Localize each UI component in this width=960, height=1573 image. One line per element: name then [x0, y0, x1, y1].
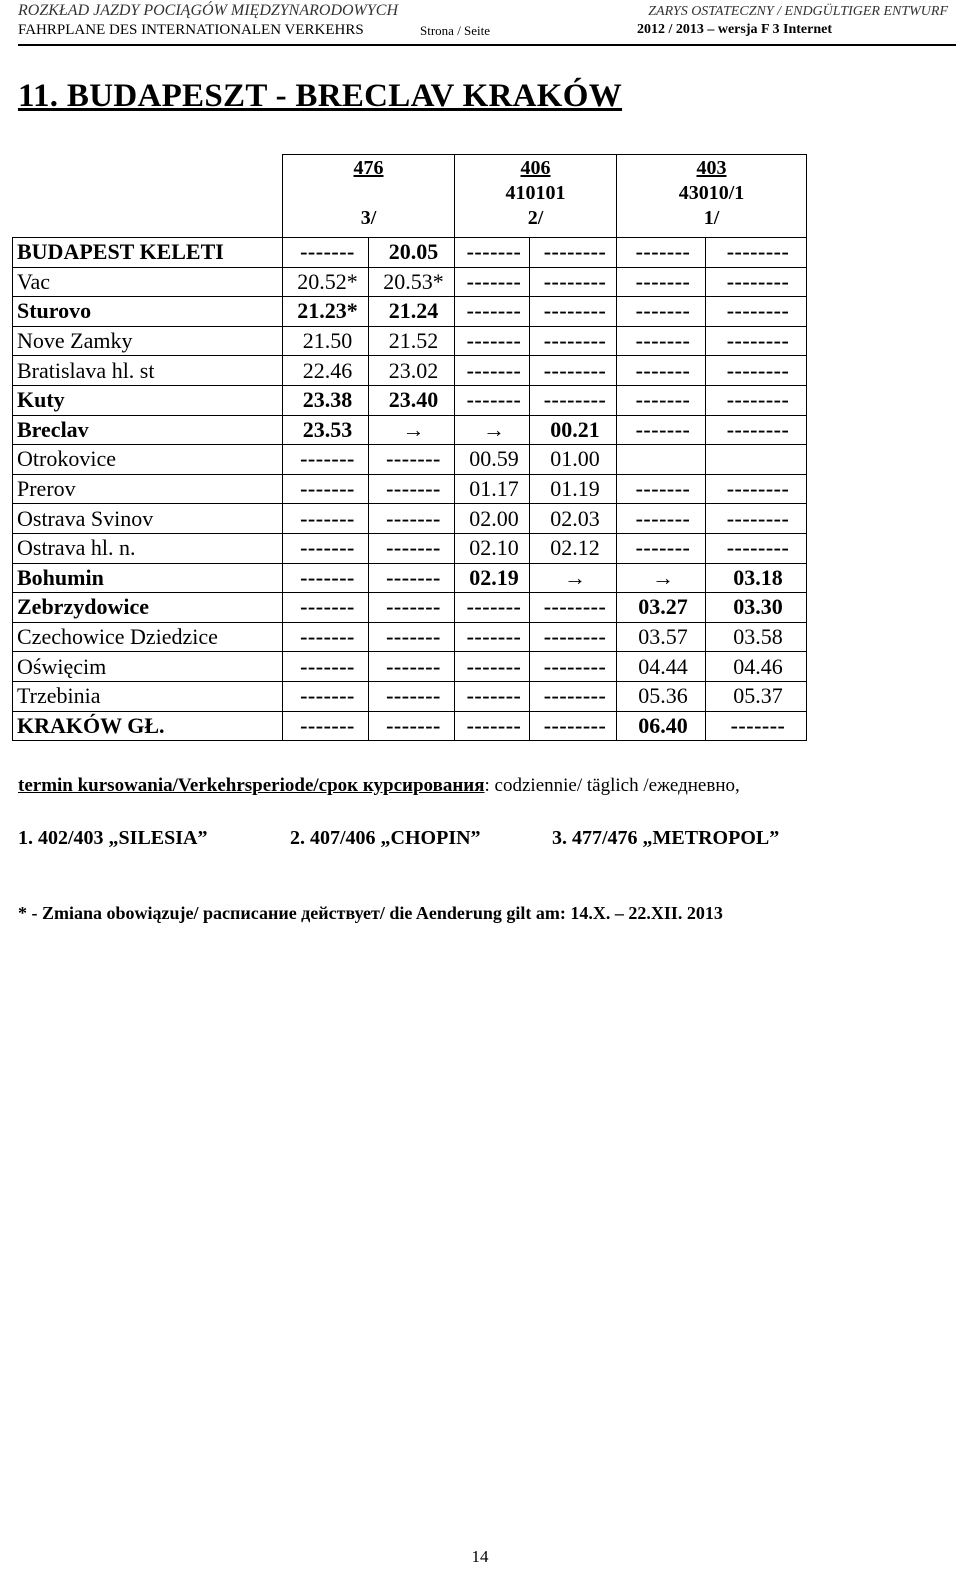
page-title: 11. BUDAPESZT - BRECLAV KRAKÓW [18, 78, 623, 114]
time-cell: 22.46 [283, 356, 369, 386]
time-cell: ------- [455, 652, 530, 682]
time-cell: 03.58 [706, 622, 807, 652]
station-name: Kuty [13, 385, 283, 415]
station-name: KRAKÓW GŁ. [13, 711, 283, 741]
time-cell: 03.57 [617, 622, 706, 652]
header-title-polish: ROZKŁAD JAZDY POCIĄGÓW MIĘDZYNARODOWYCH [18, 2, 399, 19]
time-cell: ------- [455, 356, 530, 386]
time-cell: 23.40 [369, 385, 455, 415]
page-number: 14 [471, 1547, 489, 1566]
train-number: 406 [520, 157, 551, 179]
time-cell: 21.52 [369, 326, 455, 356]
running-period-value: : codziennie/ täglich /ежедневно, [484, 775, 740, 796]
time-cell: -------- [530, 681, 617, 711]
table-row [13, 356, 807, 386]
train-period: 1/ [703, 207, 720, 229]
time-cell: 01.00 [530, 445, 617, 475]
time-cell: 01.19 [530, 474, 617, 504]
time-cell: 00.21 [530, 415, 617, 445]
table-row [13, 474, 807, 504]
station-name: Oświęcim [13, 652, 283, 682]
time-cell: 20.52* [283, 267, 369, 297]
train-column-header [455, 155, 617, 238]
table-row [13, 622, 807, 652]
time-cell: ------- [283, 445, 369, 475]
time-cell: ------- [617, 474, 706, 504]
time-cell: ------- [283, 504, 369, 534]
time-cell: ------- [369, 711, 455, 741]
time-cell: ------- [706, 711, 807, 741]
header-draft-label: ZARYS OSTATECZNY / ENDGÜLTIGER ENTWURF [648, 4, 948, 19]
time-cell: 00.59 [455, 445, 530, 475]
train-period: 3/ [360, 207, 377, 229]
station-name: Nove Zamky [13, 326, 283, 356]
time-cell: ------- [617, 356, 706, 386]
running-period-label: termin kursowania/Verkehrsperiode/срок курсирования [18, 775, 485, 796]
time-cell: 05.37 [706, 681, 807, 711]
time-cell: ------- [369, 533, 455, 563]
time-cell: 02.19 [455, 563, 530, 593]
station-name: Prerov [13, 474, 283, 504]
table-row [13, 385, 807, 415]
table-row [13, 267, 807, 297]
table-row [13, 297, 807, 327]
time-cell: ------- [455, 238, 530, 268]
time-cell: 20.53* [369, 267, 455, 297]
time-cell: 01.17 [455, 474, 530, 504]
time-cell: ------- [455, 593, 530, 623]
time-cell: -------- [706, 385, 807, 415]
time-cell: ------- [369, 681, 455, 711]
time-cell: -------- [530, 326, 617, 356]
time-cell: ------- [617, 326, 706, 356]
time-cell: -------- [706, 504, 807, 534]
time-cell: ------- [283, 711, 369, 741]
train-period: 2/ [527, 207, 544, 229]
station-name: Ostrava Svinov [13, 504, 283, 534]
time-cell: ------- [455, 622, 530, 652]
table-row [13, 445, 807, 475]
time-cell: -------- [706, 238, 807, 268]
table-row [13, 326, 807, 356]
time-cell: 02.10 [455, 533, 530, 563]
time-cell: -------- [530, 622, 617, 652]
time-cell: ------- [617, 267, 706, 297]
train-number: 476 [353, 157, 384, 179]
time-cell: ------- [283, 593, 369, 623]
station-name: Breclav [13, 415, 283, 445]
time-cell: -------- [530, 593, 617, 623]
table-row [13, 415, 807, 445]
time-cell: ------- [455, 326, 530, 356]
header-rule [18, 44, 956, 46]
running-period-note [18, 775, 740, 797]
through-arrow: → [617, 563, 706, 593]
time-cell: 02.03 [530, 504, 617, 534]
train-name-1: 1. 402/403 „SILESIA” [18, 827, 208, 849]
time-cell: ------- [455, 681, 530, 711]
station-name: Vac [13, 267, 283, 297]
time-cell: 05.36 [617, 681, 706, 711]
time-cell: -------- [706, 326, 807, 356]
time-cell: ------- [369, 622, 455, 652]
train-column-header [617, 155, 807, 238]
time-cell: ------- [283, 652, 369, 682]
station-name: Czechowice Dziedzice [13, 622, 283, 652]
time-cell: ------- [617, 385, 706, 415]
train-column-header [283, 155, 455, 238]
header-version-label: 2012 / 2013 – wersja F 3 Internet [636, 22, 832, 37]
time-cell: -------- [706, 533, 807, 563]
time-cell: 03.27 [617, 593, 706, 623]
time-cell: ------- [283, 681, 369, 711]
header-page-label: Strona / Seite [420, 23, 491, 38]
table-row [13, 533, 807, 563]
table-row [13, 681, 807, 711]
station-name: Trzebinia [13, 681, 283, 711]
station-name: Zebrzydowice [13, 593, 283, 623]
time-cell: -------- [530, 356, 617, 386]
time-cell: ------- [369, 474, 455, 504]
time-cell: -------- [530, 711, 617, 741]
time-cell: ------- [617, 297, 706, 327]
time-cell: 04.46 [706, 652, 807, 682]
table-row [13, 593, 807, 623]
time-cell: ------- [369, 445, 455, 475]
time-cell: ------- [283, 533, 369, 563]
timetable [12, 154, 807, 741]
time-cell: -------- [530, 385, 617, 415]
time-cell: ------- [455, 711, 530, 741]
time-cell: -------- [706, 474, 807, 504]
time-cell: ------- [283, 622, 369, 652]
time-cell: 03.18 [706, 563, 807, 593]
time-cell: ------- [369, 652, 455, 682]
table-row [13, 563, 807, 593]
time-cell: 20.05 [369, 238, 455, 268]
time-cell: ------- [455, 385, 530, 415]
time-cell: ------- [455, 267, 530, 297]
time-cell: -------- [530, 238, 617, 268]
station-name: Ostrava hl. n. [13, 533, 283, 563]
header-blank-cell [13, 155, 283, 238]
train-names [18, 827, 779, 850]
table-row [13, 711, 807, 741]
time-cell: 21.23* [283, 297, 369, 327]
station-name: Bohumin [13, 563, 283, 593]
time-cell [617, 445, 706, 475]
through-arrow: → [530, 563, 617, 593]
time-cell: -------- [706, 415, 807, 445]
station-name: Otrokovice [13, 445, 283, 475]
time-cell: 03.30 [706, 593, 807, 623]
table-row [13, 652, 807, 682]
station-name: Sturovo [13, 297, 283, 327]
time-cell: -------- [706, 267, 807, 297]
timetable-header-row [13, 155, 807, 238]
time-cell: ------- [617, 504, 706, 534]
time-cell: -------- [530, 267, 617, 297]
time-cell: 21.24 [369, 297, 455, 327]
time-cell: -------- [530, 297, 617, 327]
time-cell: -------- [706, 356, 807, 386]
time-cell: 04.44 [617, 652, 706, 682]
time-cell: ------- [455, 297, 530, 327]
train-name-2: 2. 407/406 „CHOPIN” [290, 827, 481, 849]
time-cell: -------- [706, 297, 807, 327]
time-cell: 23.02 [369, 356, 455, 386]
time-cell: 06.40 [617, 711, 706, 741]
time-cell: 21.50 [283, 326, 369, 356]
time-cell: 23.53 [283, 415, 369, 445]
table-row [13, 504, 807, 534]
time-cell: ------- [617, 238, 706, 268]
time-cell: ------- [369, 504, 455, 534]
time-cell: 02.00 [455, 504, 530, 534]
train-sub-number: 410101 [505, 182, 566, 204]
time-cell: ------- [617, 415, 706, 445]
train-sub-number: 43010/1 [678, 182, 745, 204]
time-cell: -------- [530, 652, 617, 682]
station-name: BUDAPEST KELETI [13, 238, 283, 268]
train-number: 403 [696, 157, 727, 179]
time-cell: ------- [617, 533, 706, 563]
header-title-german: FAHRPLANE DES INTERNATIONALEN VERKEHRS [18, 22, 364, 38]
through-arrow: → [455, 415, 530, 445]
time-cell: 02.12 [530, 533, 617, 563]
station-name: Bratislava hl. st [13, 356, 283, 386]
through-arrow: → [369, 415, 455, 445]
time-cell: ------- [283, 563, 369, 593]
time-cell: ------- [283, 238, 369, 268]
train-name-3: 3. 477/476 „METROPOL” [552, 827, 780, 849]
table-row [13, 238, 807, 268]
time-cell: ------- [283, 474, 369, 504]
time-cell [706, 445, 807, 475]
time-cell: ------- [369, 563, 455, 593]
time-cell: 23.38 [283, 385, 369, 415]
time-cell: ------- [369, 593, 455, 623]
schedule-change-note: * - Zmiana obowiązuje/ расписание действует/ die Aenderung gilt am: 14.X. – 22.XII. 2013 [18, 903, 723, 923]
